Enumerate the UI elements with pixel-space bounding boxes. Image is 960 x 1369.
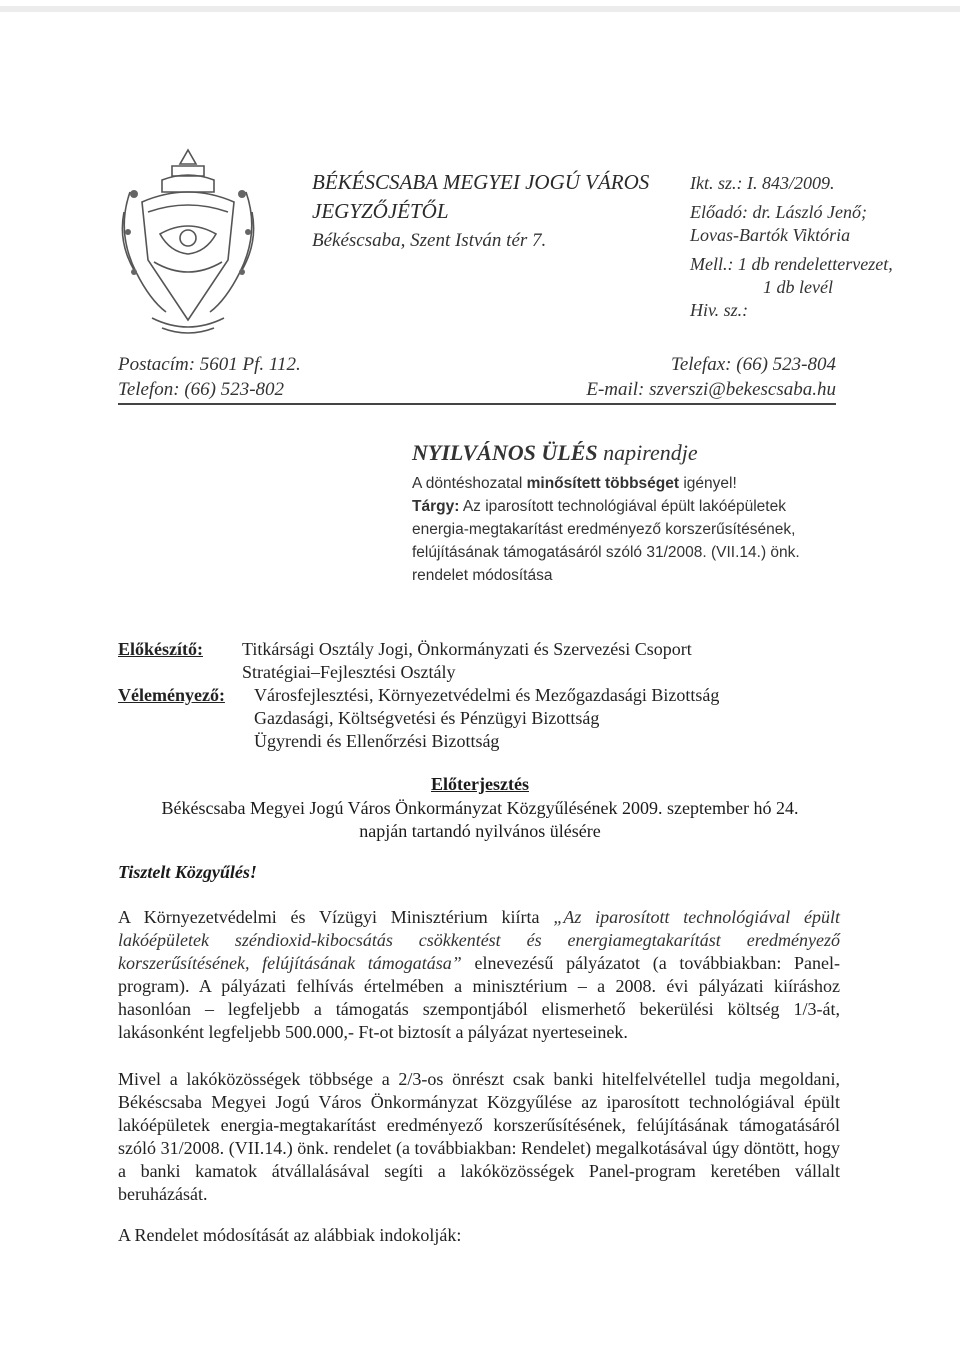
issuing-office xyxy=(312,168,649,255)
opinion-1: Városfejlesztési, Környezetvédelmi és Mezőgazdasági Bizottság xyxy=(254,685,720,705)
header-divider xyxy=(118,403,836,405)
p1-text-a: A Környezetvédelmi és Vízügyi Minisztérium kiírta xyxy=(118,907,554,927)
subject-text-1: Az iparosított technológiával épült lakóépületek xyxy=(459,498,786,515)
p1-program-title: „Az iparosított technológiával épült lakóépületek széndioxid-kibocsátás csökkentést és energiamegtakarítást eredményező korszerűsítésének, felújításának támogatása” xyxy=(118,907,840,973)
postal-address: Postacím: 5601 Pf. 112. xyxy=(118,354,301,375)
proposal-title: Előterjesztés xyxy=(431,774,529,794)
p1-text-b: elnevezésű pályázatot (a továbbiakban: Panel-program). A pályázati felhívás értelmében a minisztérium – a 2008. évi pályázati kiíráshoz hasonlóan – legfeljebb a támogatás szempontjából elismerhető bekerülési költség 1/3-át, lakásonként legfeljebb 500.000,- Ft-ot biztosít a pályázat nyerteseinek. xyxy=(118,953,840,1042)
presenter: Előadó: dr. László Jenő; xyxy=(690,202,867,222)
ref-number: Ikt. sz.: I. 843/2009. xyxy=(690,173,835,193)
office-address: Békéscsaba, Szent István tér 7. xyxy=(312,230,547,251)
fax: Telefax: (66) 523-804 xyxy=(671,354,836,375)
attachment-1: Mell.: 1 db rendelettervezet, xyxy=(690,254,893,274)
scan-edge xyxy=(0,6,960,12)
opinion-row xyxy=(118,684,719,753)
opinion-3: Ügyrendi és Ellenőrzési Bizottság xyxy=(254,731,500,751)
hiv-number: Hiv. sz.: xyxy=(690,300,749,320)
preparer-label: Előkészítő: xyxy=(118,639,203,659)
contact-left xyxy=(118,352,301,402)
agenda-title-rest: napirendje xyxy=(597,440,698,465)
decision-post: igényel! xyxy=(679,475,737,492)
preparers-block xyxy=(118,638,719,753)
paragraph-1 xyxy=(118,906,840,1044)
reference-block xyxy=(690,172,893,322)
subject-line-3: felújításának támogatásáról szóló 31/2008. (VII.14.) önk. xyxy=(412,544,800,561)
greeting: Tisztelt Közgyűlés! xyxy=(118,862,257,882)
preparer-2: Stratégiai–Fejlesztési Osztály xyxy=(242,662,456,682)
decision-pre: A döntéshozatal xyxy=(412,475,527,492)
decision-note xyxy=(412,472,872,495)
agenda-title-bold: NYILVÁNOS ÜLÉS xyxy=(412,440,598,465)
coat-of-arms-icon xyxy=(112,142,264,342)
office-line-1: BÉKÉSCSABA MEGYEI JOGÚ VÁROS xyxy=(312,170,650,194)
subject-line-1 xyxy=(412,495,872,518)
paragraph-2: Mivel a lakóközösségek többsége a 2/3-os önrészt csak banki hitelfelvétellel tudja megoldani, Békéscsaba Megyei Jogú Város Önkormányzat Közgyűlése az iparosított technológiával épült lakóépületek energia-megtakarítást eredményező korszerűsítésének, felújításának támogatásáról szóló 31/2008. (VII.14.) önk. rendelet (a továbbiakban: Rendelet) megalkotásával úgy döntött, hogy a banki kamatok átvállalásával segíti a lakóközösségek Panel-program keretében vállalt beruházását. xyxy=(118,1069,840,1204)
preparer-1: Titkársági Osztály Jogi, Önkormányzati és Szervezési Csoport xyxy=(242,639,692,659)
subject-label: Tárgy: xyxy=(412,498,460,515)
subject-line-4: rendelet módosítása xyxy=(412,567,553,584)
agenda-block xyxy=(412,440,872,587)
paragraph-3: A Rendelet módosítását az alábbiak indokolják: xyxy=(118,1225,462,1245)
agenda-title xyxy=(412,440,872,466)
email: E-mail: szverszi@bekescsaba.hu xyxy=(586,379,836,400)
subject-line-2: energia-megtakarítást eredményező korszerűsítésének, xyxy=(412,521,796,538)
opinion-label: Véleményező: xyxy=(118,685,225,705)
presenter-2: Lovas-Bartók Viktória xyxy=(690,225,851,245)
preparer-row xyxy=(118,638,719,684)
office-line-2: JEGYZŐJÉTŐL xyxy=(312,199,449,223)
decision-bold: minősített többséget xyxy=(526,475,680,492)
proposal-line-1: Békéscsaba Megyei Jogú Város Önkormányzat Közgyűlésének 2009. szeptember hó 24. xyxy=(161,798,799,818)
proposal-line-2: napján tartandó nyilvános ülésére xyxy=(359,821,601,841)
contact-right xyxy=(586,352,836,402)
phone: Telefon: (66) 523-802 xyxy=(118,379,285,400)
opinion-2: Gazdasági, Költségvetési és Pénzügyi Bizottság xyxy=(254,708,600,728)
attachment-2: 1 db levél xyxy=(763,277,833,297)
